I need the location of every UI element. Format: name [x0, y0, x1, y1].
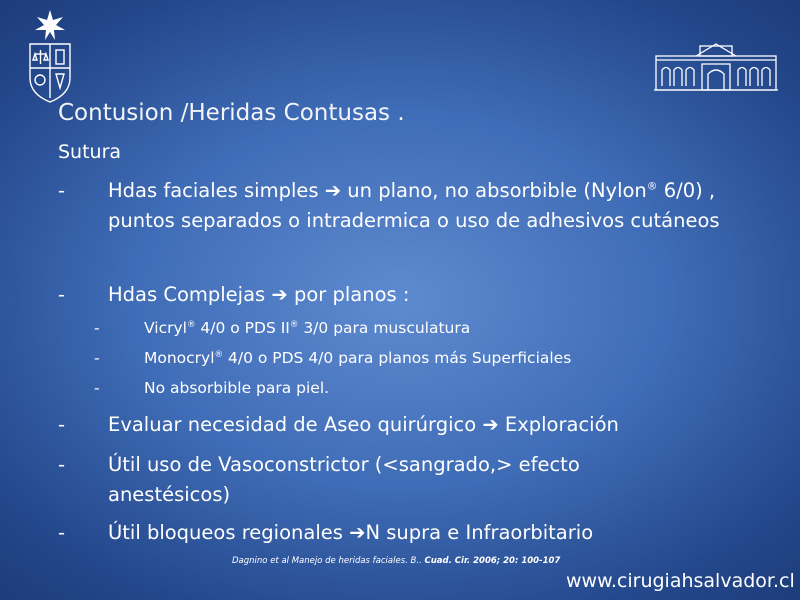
- bullet-simple-wounds: [58, 176, 760, 236]
- subbullet-dash: -: [94, 349, 100, 367]
- bullet-regional-blocks: [58, 518, 760, 548]
- building-facade-icon: [652, 42, 780, 92]
- slide-title: Contusion /Heridas Contusas .: [58, 100, 405, 126]
- arrow-right-icon: ➔: [271, 283, 288, 306]
- slide-subtitle: Sutura: [58, 141, 122, 163]
- bullet-text-part: Útil bloqueos regionales: [108, 521, 350, 544]
- bullet-text-part: Hdas Complejas: [108, 283, 272, 306]
- bullet-text-part: Hdas faciales simples: [108, 179, 325, 202]
- bullet-text: [108, 410, 760, 440]
- registered-mark: ®: [289, 319, 299, 330]
- subbullet-text-part: Vicryl: [144, 319, 187, 337]
- registered-mark: ®: [214, 349, 224, 360]
- bullet-evaluate-cleaning: [58, 410, 760, 440]
- bullet-dash: -: [58, 179, 66, 202]
- citation-journal: Cuad. Cir. 2006; 20: 100-107: [424, 556, 561, 566]
- subbullet-monocryl: [94, 348, 571, 368]
- subbullet-text: No absorbible para piel.: [144, 379, 330, 397]
- citation: [232, 556, 560, 566]
- bullet-dash: -: [58, 521, 66, 544]
- university-crest-icon: [22, 8, 78, 106]
- website-url: www.cirugiahsalvador.cl: [566, 570, 795, 592]
- subbullet-text-part: 3/0 para musculatura: [298, 319, 471, 337]
- bullet-complex-wounds: [58, 280, 760, 310]
- subbullet-vicryl: [94, 318, 470, 338]
- bullet-vasoconstrictor: [58, 450, 668, 510]
- bullet-text: [108, 176, 760, 236]
- arrow-right-icon: ➔: [482, 413, 499, 436]
- bullet-text: [108, 518, 760, 548]
- bullet-text-part: Exploración: [498, 413, 619, 436]
- registered-mark: ®: [646, 179, 658, 193]
- registered-mark: ®: [186, 319, 196, 330]
- bullet-dash: -: [58, 453, 66, 476]
- bullet-text-part: por planos :: [287, 283, 410, 306]
- subbullet-text: [144, 348, 571, 368]
- bullet-text: [108, 280, 760, 310]
- citation-text: Dagnino et al Manejo de heridas faciales. B..: [232, 556, 425, 566]
- subbullet-text-part: Monocryl: [144, 349, 215, 367]
- bullet-text-part: 6/0) , puntos separados o intradermica o uso de adhesivos cutáneos: [108, 179, 720, 232]
- subbullet-text-part: 4/0 o PDS II: [195, 319, 290, 337]
- arrow-right-icon: ➔: [324, 179, 342, 202]
- bullet-dash: -: [58, 413, 66, 436]
- bullet-text-part: Evaluar necesidad de Aseo quirúrgico: [108, 413, 483, 436]
- bullet-text: Útil uso de Vasoconstrictor (<sangrado,> efecto anestésicos): [108, 453, 580, 506]
- bullet-dash: -: [58, 283, 66, 306]
- subbullet-skin: [94, 378, 329, 398]
- arrow-right-icon: ➔: [349, 521, 366, 544]
- bullet-text-part: un plano, no absorbible (Nylon: [341, 179, 647, 202]
- subbullet-text-part: 4/0 o PDS 4/0 para planos más Superficiales: [223, 349, 572, 367]
- bullet-text-part: N supra e Infraorbitario: [365, 521, 594, 544]
- subbullet-dash: -: [94, 379, 100, 397]
- subbullet-text: [144, 318, 470, 338]
- subbullet-dash: -: [94, 319, 100, 337]
